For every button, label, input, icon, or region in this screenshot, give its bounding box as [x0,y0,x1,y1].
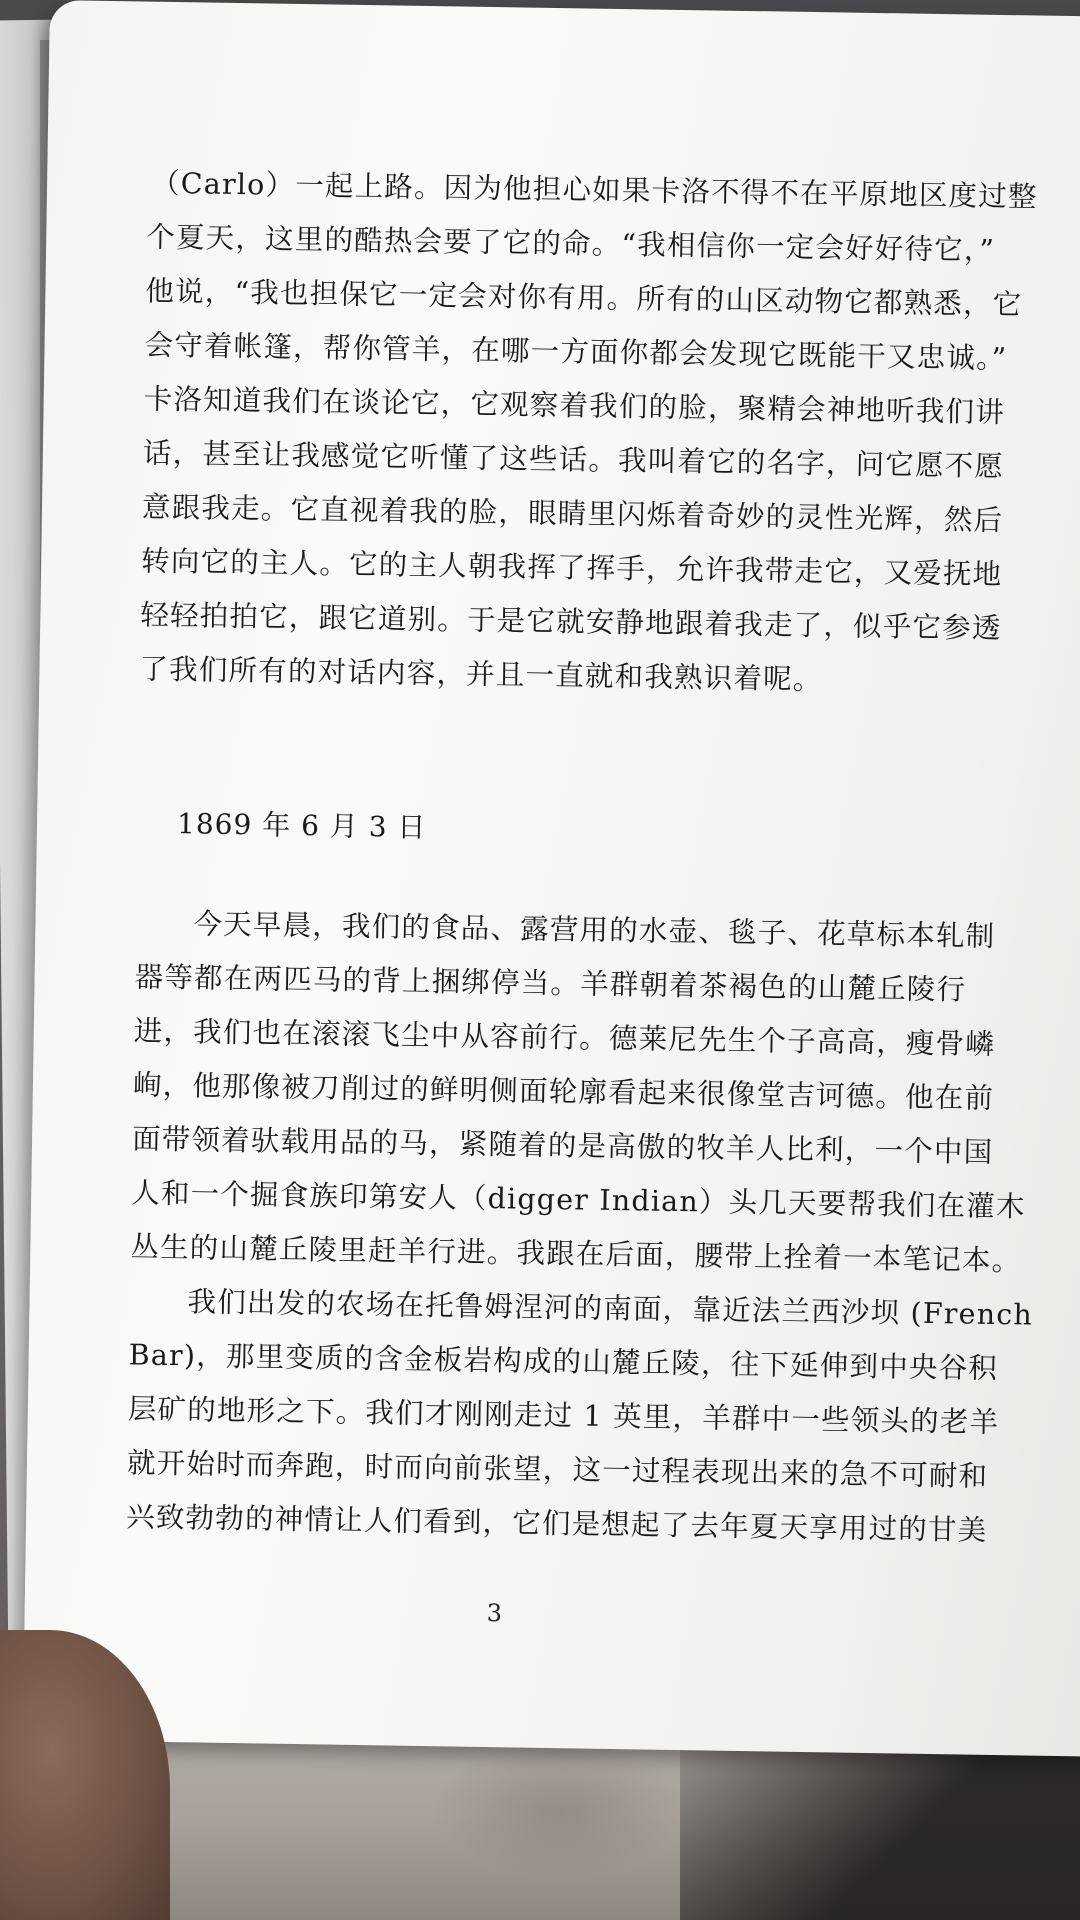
text-line: 他说，“我也担保它一定会对你有用。所有的山区动物它都熟悉，它 [145,274,1023,322]
text-line: 峋，他那像被刀削过的鲜明侧面轮廓看起来很像堂吉诃德。他在前 [132,1068,995,1115]
text-line: 进，我们也在滚滚飞尘中从容前行。德莱尼先生个子高高，瘦骨嶙 [133,1014,996,1061]
page-number: 3 [486,1599,503,1628]
text-line: 面带领着驮载用品的马，紧随着的是高傲的牧羊人比利，一个中国 [131,1122,994,1169]
text-line: 轻轻拍拍它，跟它道别。于是它就安静地跟着我走了，似乎它参透 [140,598,1002,646]
text-line: 卡洛知道我们在谈论它，它观察着我们的脸，聚精会神地听我们讲 [143,382,1006,430]
paragraph-1 [139,157,1038,710]
text-line: 人和一个掘食族印第安人（digger Indian）头几天要帮我们在灌木 [131,1176,1026,1224]
text-line: 个夏天，这里的酷热会要了它的命。“我相信你一定会好好待它，” [146,220,996,267]
text-line: 层矿的地形之下。我们才刚刚走过 1 英里，羊群中一些领头的老羊 [127,1392,1000,1440]
paragraph-2 [125,896,1034,1557]
text-line: 今天早晨，我们的食品、露营用的水壶、毯子、花草标本轧制 [193,907,996,953]
text-line: 丛生的山麓丘陵里赶羊行进。我跟在后面，腰带上拴着一本笔记本。 [130,1230,1022,1278]
book-page [23,0,1080,1757]
text-line: 我们出发的农场在托鲁姆涅河的南面，靠近法兰西沙坝 (French [187,1285,1034,1332]
text-line: Bar)，那里变质的含金板岩构成的山麓丘陵，往下延伸到中央谷积 [128,1338,999,1386]
text-line: 了我们所有的对话内容，并且一直就和我熟识着呢。 [139,652,823,697]
text-line: 意跟我走。它直视着我的脸，眼睛里闪烁着奇妙的灵性光辉，然后 [141,490,1004,538]
text-line: 转向它的主人。它的主人朝我挥了挥手，允许我带走它，又爱抚地 [140,544,1003,592]
text-line: 兴致勃勃的神情让人们看到，它们是想起了去年夏天享用过的甘美 [125,1500,988,1547]
diary-date: 1869 年 6 月 3 日 [176,807,427,845]
text-line: （Carlo）一起上路。因为他担心如果卡洛不得不在平原地区度过整 [150,166,1038,214]
text-line: 会守着帐篷，帮你管羊，在哪一方面你都会发现它既能干又忠诚。” [144,328,1008,376]
floor-stain [430,1740,690,1880]
text-line: 器等都在两匹马的背上捆绑停当。羊群朝着茶褐色的山麓丘陵行 [134,960,967,1007]
text-line: 话，甚至让我感觉它听懂了这些话。我叫着它的名字，问它愿不愿 [142,436,1005,484]
text-line: 就开始时而奔跑，时而向前张望，这一过程表现出来的急不可耐和 [126,1446,989,1493]
